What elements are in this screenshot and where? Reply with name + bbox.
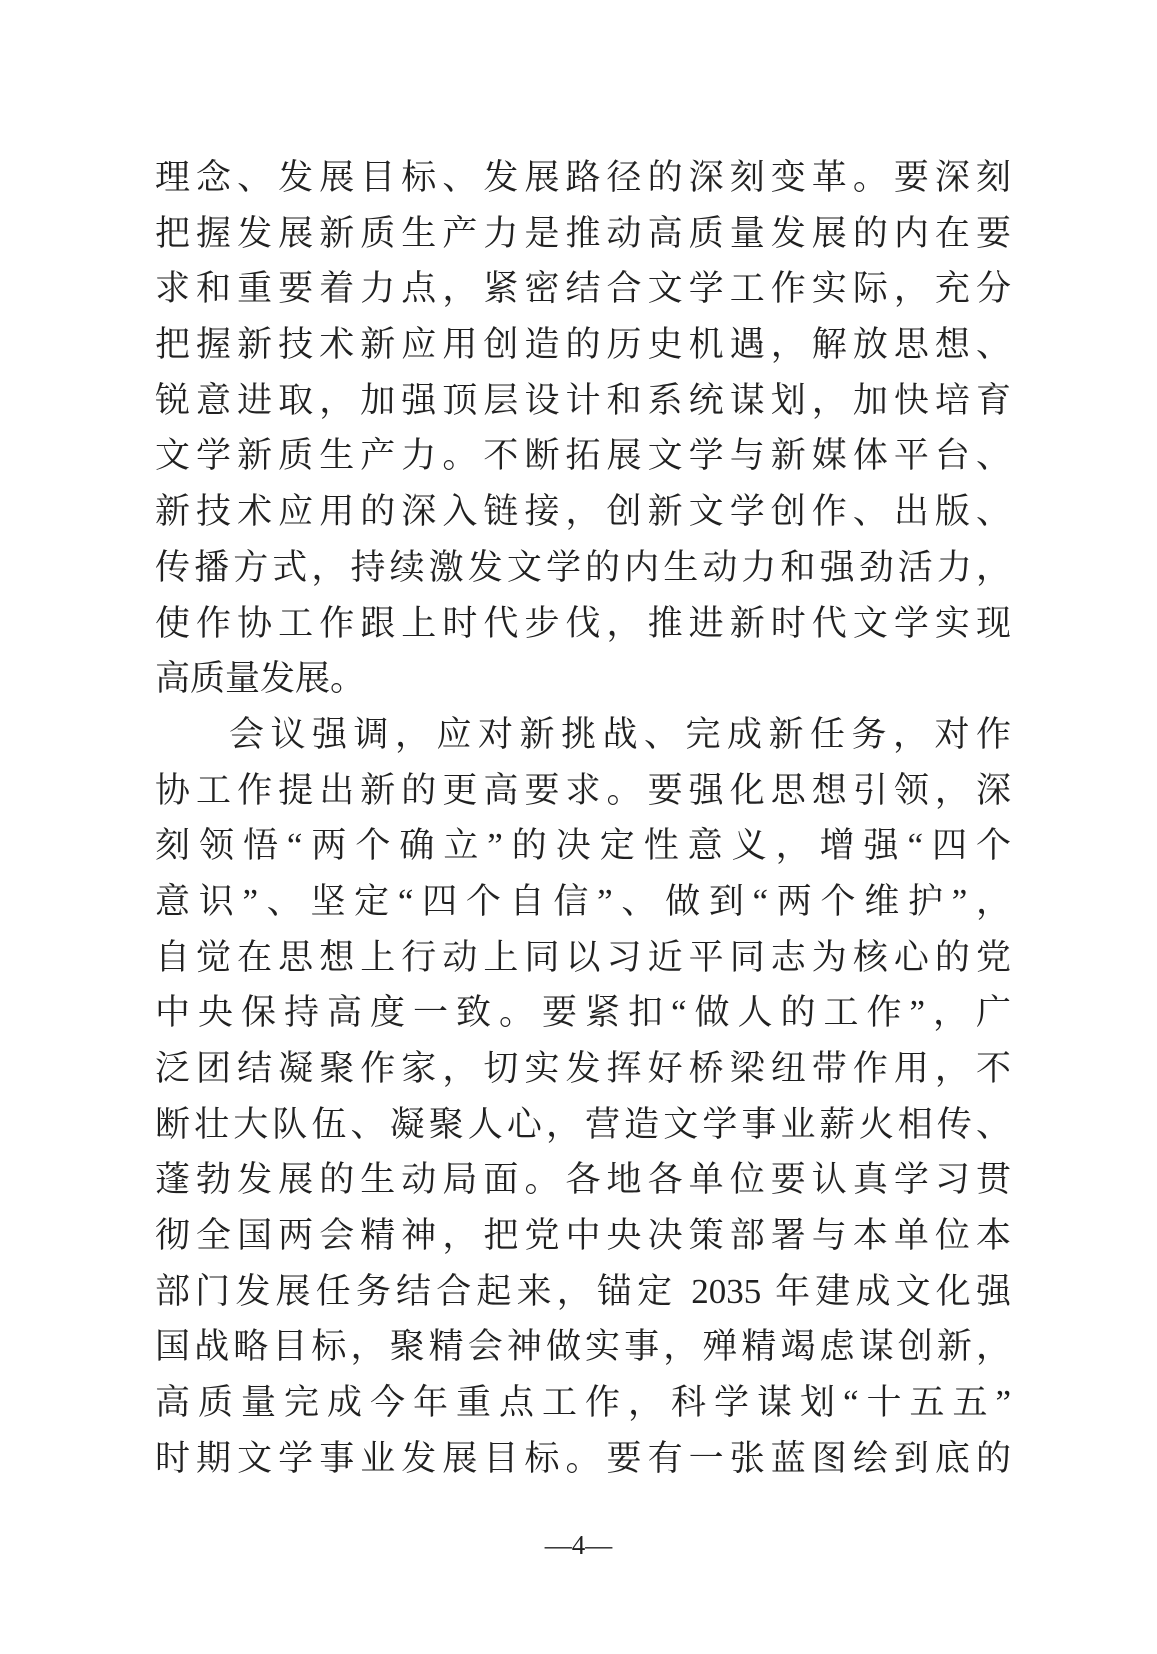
text-line: 求和重要着力点，紧密结合文学工作实际，充分: [155, 269, 1011, 309]
text-line: 蓬勃发展的生动局面。各地各单位要认真学习贯: [155, 1160, 1011, 1200]
text-line: 部门发展任务结合起来，锚定 2035 年建成文化强: [155, 1271, 1011, 1311]
text-line: 文学新质生产力。不断拓展文学与新媒体平台、: [155, 436, 1011, 476]
text-line: 时期文学事业发展目标。要有一张蓝图绘到底的: [155, 1438, 1011, 1478]
text-line: 意识”、坚定“四个自信”、做到“两个维护”，: [155, 881, 1011, 921]
text-line: 断壮大队伍、凝聚人心，营造文学事业薪火相传、: [155, 1104, 1011, 1144]
text-line: 协工作提出新的更高要求。要强化思想引领，深: [155, 770, 1011, 810]
text-line: 高质量发展。: [155, 659, 366, 699]
text-line: 自觉在思想上行动上同以习近平同志为核心的党: [155, 937, 1011, 977]
text-line: 传播方式，持续激发文学的内生动力和强劲活力，: [155, 547, 1011, 587]
text-line: 会议强调，应对新挑战、完成新任务，对作: [229, 714, 1011, 754]
page-number: —4—: [544, 1530, 613, 1560]
text-line: 泛团结凝聚作家，切实发挥好桥梁纽带作用，不: [155, 1049, 1011, 1088]
text-line: 把握发展新质生产力是推动高质量发展的内在要: [155, 213, 1011, 253]
text-line: 国战略目标，聚精会神做实事，殚精竭虑谋创新，: [155, 1327, 1011, 1367]
text-line: 中央保持高度一致。要紧扣“做人的工作”，广: [155, 993, 1011, 1033]
text-line: 彻全国两会精神，把党中央决策部署与本单位本: [155, 1216, 1011, 1256]
document-body: [155, 150, 1011, 1487]
text-line: 刻领悟“两个确立”的决定性意义，增强“四个: [155, 826, 1011, 866]
page-footer: [0, 1528, 1157, 1562]
text-line: 高质量完成今年重点工作，科学谋划“十五五”: [155, 1383, 1011, 1423]
text-line: 新技术应用的深入链接，创新文学创作、出版、: [155, 492, 1011, 532]
text-line: 理念、发展目标、发展路径的深刻变革。要深刻: [155, 158, 1011, 197]
text-line: 把握新技术新应用创造的历史机遇，解放思想、: [155, 325, 1011, 365]
text-line: 锐意进取，加强顶层设计和系统谋划，加快培育: [155, 380, 1011, 420]
text-line: 使作协工作跟上时代步伐，推进新时代文学实现: [155, 603, 1011, 643]
